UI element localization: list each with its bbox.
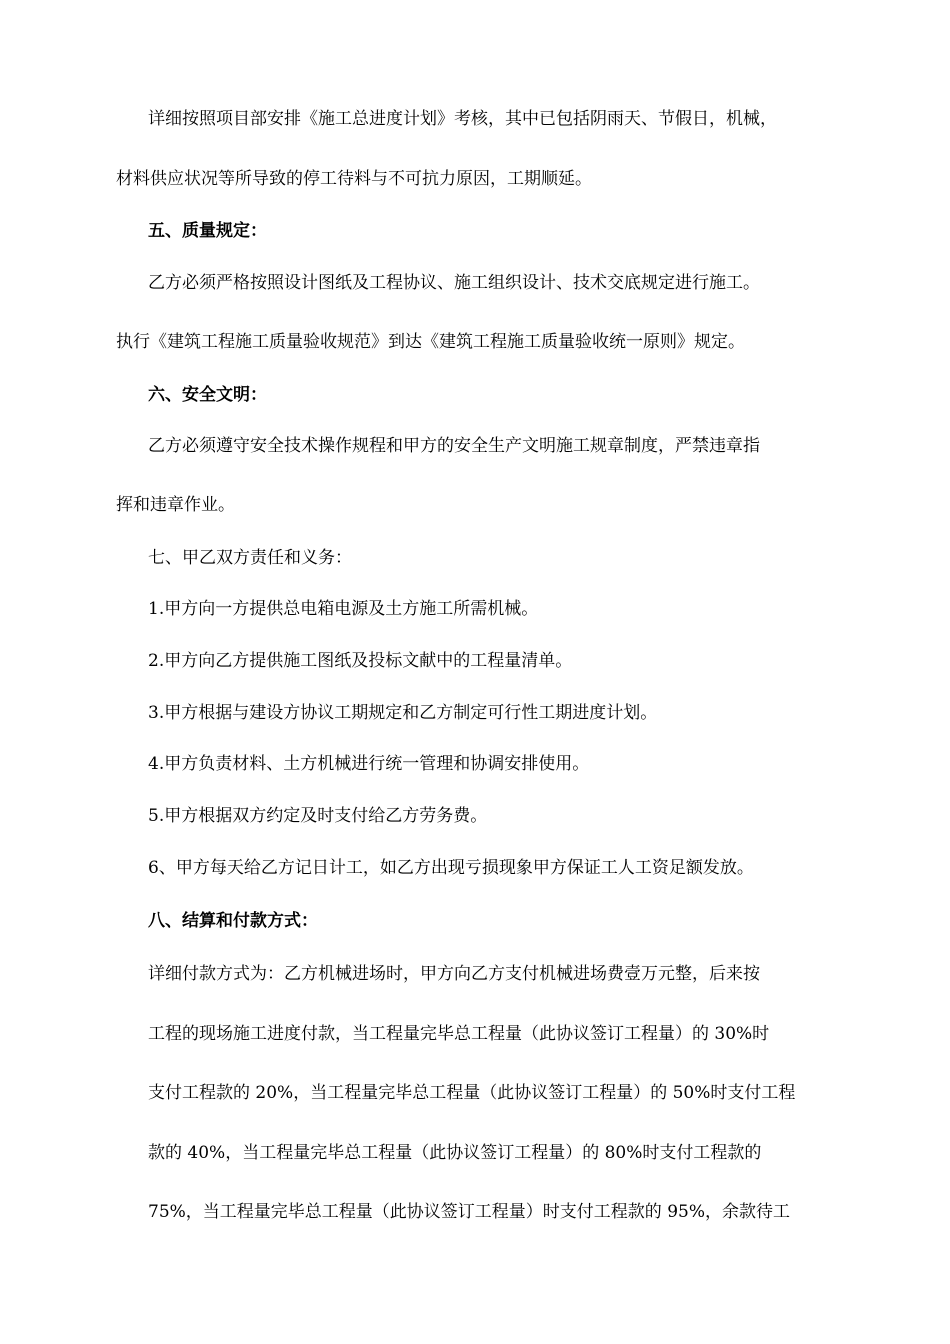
payment-paragraph-line-4: 款的 40%，当工程量完毕总工程量（此协议签订工程量）的 80%时支付工程款的 — [148, 1143, 762, 1163]
responsibility-item-5: 5.甲方根据双方约定及时支付给乙方劳务费。 — [148, 806, 488, 826]
payment-paragraph-line-2: 工程的现场施工进度付款，当工程量完毕总工程量（此协议签订工程量）的 30%时 — [148, 1024, 770, 1044]
quality-paragraph-line-2: 执行《建筑工程施工质量验收规范》到达《建筑工程施工质量验收统一原则》规定。 — [116, 332, 745, 352]
safety-paragraph-line-2: 挥和违章作业。 — [116, 495, 235, 515]
section-heading-safety: 六、安全文明： — [148, 385, 267, 405]
section-heading-payment: 八、结算和付款方式： — [148, 911, 318, 931]
responsibility-item-3: 3.甲方根据与建设方协议工期规定和乙方制定可行性工期进度计划。 — [148, 703, 658, 723]
responsibility-item-4: 4.甲方负责材料、土方机械进行统一管理和协调安排使用。 — [148, 754, 590, 774]
schedule-paragraph-line-1: 详细按照项目部安排《施工总进度计划》考核，其中已包括阴雨天、节假日，机械， — [148, 109, 777, 129]
schedule-paragraph-line-2: 材料供应状况等所导致的停工待料与不可抗力原因，工期顺延。 — [116, 169, 592, 189]
section-heading-quality: 五、质量规定： — [148, 221, 267, 241]
responsibility-item-2: 2.甲方向乙方提供施工图纸及投标文献中的工程量清单。 — [148, 651, 573, 671]
payment-paragraph-line-1: 详细付款方式为：乙方机械进场时，甲方向乙方支付机械进场费壹万元整，后来按 — [148, 964, 760, 984]
payment-paragraph-line-3: 支付工程款的 20%，当工程量完毕总工程量（此协议签订工程量）的 50%时支付工程 — [148, 1083, 796, 1103]
responsibility-item-1: 1.甲方向一方提供总电箱电源及土方施工所需机械。 — [148, 599, 539, 619]
responsibility-item-6: 6、甲方每天给乙方记日计工，如乙方出现亏损现象甲方保证工人工资足额发放。 — [148, 858, 754, 878]
quality-paragraph-line-1: 乙方必须严格按照设计图纸及工程协议、施工组织设计、技术交底规定进行施工。 — [148, 273, 760, 293]
section-heading-responsibilities: 七、甲乙双方责任和义务： — [148, 548, 352, 568]
safety-paragraph-line-1: 乙方必须遵守安全技术操作规程和甲方的安全生产文明施工规章制度，严禁违章指 — [148, 436, 760, 456]
payment-paragraph-line-5: 75%，当工程量完毕总工程量（此协议签订工程量）时支付工程款的 95%，余款待工 — [148, 1202, 790, 1222]
